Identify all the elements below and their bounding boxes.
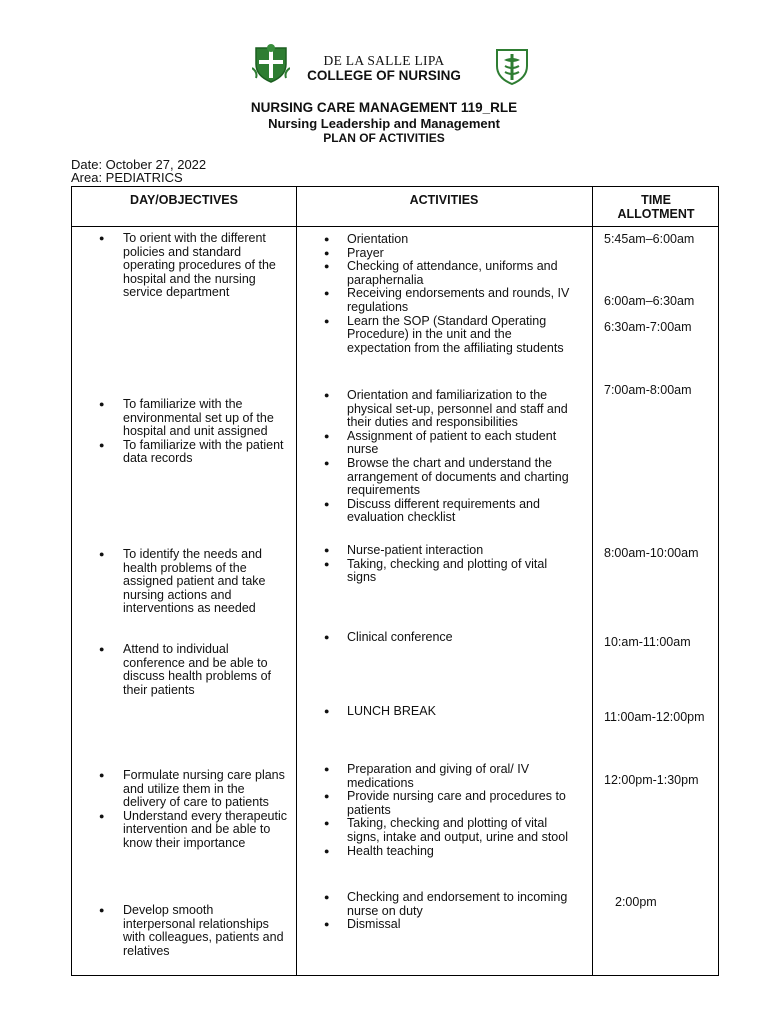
activities-group-6: [347, 763, 579, 858]
activity-item: ● Taking, checking and plotting of vital signs: [347, 558, 579, 585]
activities-group-2: [347, 389, 579, 525]
header-activities: ACTIVITIES: [409, 193, 479, 207]
objectives-group-5: [123, 769, 289, 851]
school-name: DE LA SALLE LIPA: [323, 53, 445, 68]
activities-group-1: [347, 233, 579, 355]
objectives-group-6: [123, 904, 289, 958]
objective-item: ● Understand every therapeutic intervention and be able to know their importance: [123, 810, 289, 851]
course-subtitle: Nursing Leadership and Management: [268, 116, 500, 131]
college-name: COLLEGE OF NURSING: [307, 68, 461, 83]
activity-item: ● Orientation: [347, 233, 579, 247]
column-divider: [592, 187, 593, 975]
activity-item: ● Taking, checking and plotting of vital signs, intake and output, urine and stool: [347, 817, 579, 844]
activities-group-4: [347, 631, 579, 645]
objectives-group-3: [123, 548, 289, 616]
time-slot: 12:00pm-1:30pm: [604, 773, 699, 787]
activities-group-5: [347, 705, 579, 719]
header-time: TIME: [641, 193, 671, 207]
header-divider: [72, 226, 718, 227]
objective-item: ● Attend to individual conference and be able to discuss health problems of their patients: [123, 643, 289, 697]
course-title: NURSING CARE MANAGEMENT 119_RLE: [250, 100, 518, 115]
time-slot: 8:00am-10:00am: [604, 546, 699, 560]
activity-item: ● Receiving endorsements and rounds, IV regulations: [347, 287, 579, 314]
activity-item: ● Assignment of patient to each student nurse: [347, 430, 579, 457]
activities-group-3: [347, 544, 579, 585]
objective-item: ● Develop smooth interpersonal relationships with colleagues, patients and relatives: [123, 904, 289, 958]
objectives-group-4: [123, 643, 289, 697]
time-slot: 7:00am-8:00am: [604, 383, 692, 397]
activity-item: ● Checking and endorsement to incoming nurse on duty: [347, 891, 579, 918]
activity-item: ● Clinical conference: [347, 631, 579, 645]
objective-item: ● Formulate nursing care plans and utilize them in the delivery of care to patients: [123, 769, 289, 810]
document-title: PLAN OF ACTIVITIES: [323, 131, 445, 145]
activity-item: ● Nurse-patient interaction: [347, 544, 579, 558]
activity-item: ● LUNCH BREAK: [347, 705, 579, 719]
activity-item: ● Discuss different requirements and evaluation checklist: [347, 498, 579, 525]
column-divider: [296, 187, 297, 975]
activity-item: ● Orientation and familiarization to the physical set-up, personnel and staff and their duties and responsibilities: [347, 389, 579, 430]
area-line: Area: PEDIATRICS: [71, 170, 183, 185]
activity-item: ● Learn the SOP (Standard Operating Procedure) in the unit and the expectation from the affiliating students: [347, 315, 579, 356]
time-slot: 11:00am-12:00pm: [604, 710, 705, 724]
time-slot: 6:00am–6:30am: [604, 294, 695, 308]
date-line: Date: October 27, 2022: [71, 157, 207, 172]
time-slot: 5:45am–6:00am: [604, 232, 695, 246]
time-slot: 10:am-11:00am: [604, 635, 691, 649]
activity-item: ● Prayer: [347, 247, 579, 261]
time-slot: 2:00pm: [615, 895, 657, 909]
activity-item: ● Health teaching: [347, 845, 579, 859]
activity-item: ● Checking of attendance, uniforms and paraphernalia: [347, 260, 579, 287]
objective-item: ● To familiarize with the environmental set up of the hospital and unit assigned: [123, 398, 289, 439]
objective-item: ● To familiarize with the patient data records: [123, 439, 289, 466]
activities-group-7: [347, 891, 579, 932]
header-allotment: ALLOTMENT: [617, 207, 695, 221]
time-slot: 6:30am-7:00am: [604, 320, 692, 334]
activity-item: ● Browse the chart and understand the arrangement of documents and charting requirements: [347, 457, 579, 498]
objective-item: ● To orient with the different policies and standard operating procedures of the hospital and the nursing service department: [123, 232, 289, 300]
activity-item: ● Dismissal: [347, 918, 579, 932]
objectives-group-2: [123, 398, 289, 466]
activity-item: ● Provide nursing care and procedures to patients: [347, 790, 579, 817]
objective-item: ● To identify the needs and health problems of the assigned patient and take nursing actions and interventions as needed: [123, 548, 289, 616]
activity-item: ● Preparation and giving of oral/ IV medications: [347, 763, 579, 790]
header-day-objectives: DAY/OBJECTIVES: [130, 193, 238, 207]
objectives-group-1: [123, 232, 289, 300]
